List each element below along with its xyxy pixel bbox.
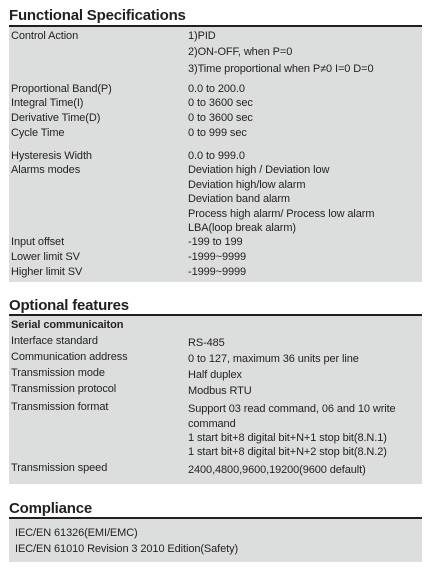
spec-value: 2)ON-OFF, when P=0 <box>188 46 293 58</box>
spec-label-transmission-format: Transmission format <box>11 401 109 413</box>
spec-value: RS-485 <box>188 337 225 349</box>
serial-communication-subheading: Serial communicaiton <box>11 319 124 331</box>
spec-value: 0 to 3600 sec <box>188 97 253 109</box>
spec-label-input-offset: Input offset <box>11 236 65 248</box>
spec-label-hysteresis-width: Hysteresis Width <box>11 150 92 162</box>
spec-value: command <box>188 418 236 430</box>
spec-value: Deviation band alarm <box>188 193 290 205</box>
spec-value: LBA(loop break alarm) <box>188 222 296 234</box>
spec-label-integral-time: Integral Time(I) <box>11 97 84 109</box>
spec-value: 1 start bit+8 digital bit+N+1 stop bit(8.N.1) <box>188 432 387 444</box>
compliance-standard: IEC/EN 61326(EMI/EMC) <box>15 527 138 539</box>
compliance-heading: Compliance <box>9 500 93 517</box>
compliance-standard: IEC/EN 61010 Revision 3 2010 Edition(Safety) <box>15 543 239 555</box>
spec-value: 0.0 to 200.0 <box>188 83 245 95</box>
spec-label-proportional-band: Proportional Band(P) <box>11 83 112 95</box>
spec-value: -1999~9999 <box>188 266 247 278</box>
spec-label-control-action: Control Action <box>11 30 79 42</box>
spec-label-derivative-time: Derivative Time(D) <box>11 112 101 124</box>
spec-label-transmission-mode: Transmission mode <box>11 367 105 379</box>
optional-features-heading: Optional features <box>9 297 129 314</box>
spec-label-lower-limit-sv: Lower limit SV <box>11 251 80 263</box>
spec-value: -1999~9999 <box>188 251 247 263</box>
spec-label-interface-standard: Interface standard <box>11 335 98 347</box>
spec-label-transmission-protocol: Transmission protocol <box>11 383 117 395</box>
spec-value: 0 to 999 sec <box>188 127 247 139</box>
spec-label-transmission-speed: Transmission speed <box>11 462 108 474</box>
spec-value: -199 to 199 <box>188 236 243 248</box>
spec-value: 1 start bit+8 digital bit+N+2 stop bit(8.N.2) <box>188 446 387 458</box>
functional-specifications-heading: Functional Specifications <box>9 7 186 24</box>
spec-value: 0 to 127, maximum 36 units per line <box>188 353 359 365</box>
spec-value: Support 03 read command, 06 and 10 write <box>188 403 396 415</box>
spec-label-alarms-modes: Alarms modes <box>11 164 81 176</box>
spec-value: Modbus RTU <box>188 385 252 397</box>
spec-value: Process high alarm/ Process low alarm <box>188 208 375 220</box>
spec-value: Half duplex <box>188 369 242 381</box>
spec-label-communication-address: Communication address <box>11 351 128 363</box>
spec-label-cycle-time: Cycle Time <box>11 127 65 139</box>
spec-value: 0 to 3600 sec <box>188 112 253 124</box>
spec-value: 3)Time proportional when P≠0 I=0 D=0 <box>188 63 374 75</box>
spec-value: Deviation high/low alarm <box>188 179 306 191</box>
spec-value: 0.0 to 999.0 <box>188 150 245 162</box>
spec-value: 2400,4800,9600,19200(9600 default) <box>188 464 366 476</box>
spec-value: Deviation high / Deviation low <box>188 164 330 176</box>
spec-label-higher-limit-sv: Higher limit SV <box>11 266 83 278</box>
spec-value: 1)PID <box>188 30 216 42</box>
